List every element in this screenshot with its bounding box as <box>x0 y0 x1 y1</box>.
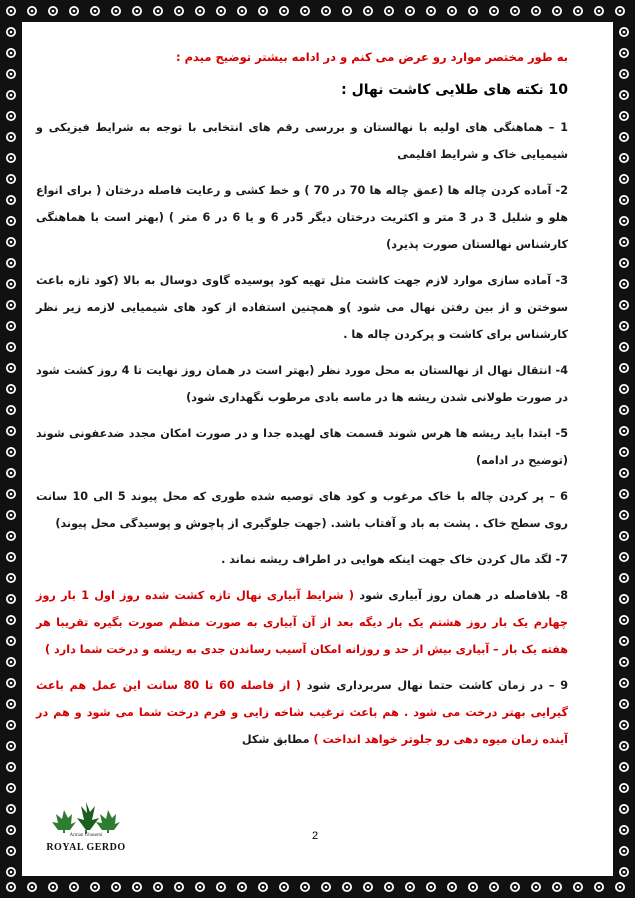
document-body <box>36 48 568 762</box>
list-item: 8- بلافاصله در همان روز آبیاری شود ( شرایط آبیاری نهال تازه کشت شده روز اول 1 بار روز چهارم یک بار روز هشتم یک بار دیگه بعد از آن آبیاری به صورت منظم صورت بگیره تقریبا هر هفته یک بار – آبیاری بیش از حد و روزانه امکان آسیب رساندن جدی به ریشه و درخت شما دارد ) <box>36 589 569 656</box>
list-item: 2- آماده کردن چاله ها (عمق چاله ها 70 در 70 ) و خط کشی و رعایت فاصله درختان ( برای انواع هلو و شلیل 3 در 3 متر و اکثریت درختان دیگر 5در 6 و یا 6 در 6 متر ) (بهتر است با هماهنگی کارشناس نهالستان صورت پذیرد) <box>36 184 569 251</box>
list-item: 5- ابتدا باید ریشه ها هرس شوند قسمت های لهیده جدا و در صورت امکان مجدد ضدعفونی شوند (توضیح در ادامه) <box>36 427 568 467</box>
list-item: 4- انتقال نهال از نهالستان به محل مورد نظر (بهتر است در همان روز نهایت تا 4 روز کشت شود در صورت طولانی شدن ریشه ها در ماسه بادی مرطوب نگهداری شود) <box>36 364 568 404</box>
list-item: 9 – در زمان کاشت حتما نهال سربرداری شود ( از فاصله 60 تا 80 سانت این عمل هم باعث گیرایی بهتر درخت می شود . هم باعث ترغیب شاخه زایی و فرم درخت شما می شود و هم در آینده زمان میوه دهی رو جلوتر خواهد انداخت ) مطابق شکل <box>36 679 568 746</box>
highlight-text: ( شرایط آبیاری نهال تازه کشت شده روز اول 1 بار روز چهارم یک بار روز هشتم یک بار دیگه بعد از آن آبیاری به صورت منظم صورت بگیره تقریبا هر هفته یک بار – آبیاری بیش از حد و روزانه امکان آسیب رساندن جدی به ریشه و درخت شما دارد ) <box>36 589 568 656</box>
intro-text: به طور مختصر موارد رو عرض می کنم و در ادامه بیشتر توضیح میدم : <box>175 50 568 64</box>
list-item: 3- آماده سازی موارد لازم جهت کاشت مثل تهیه کود پوسیده گاوی دوسال به بالا (کود تازه باعث سوختن و از بین رفتن نهال می شود )و همچنین استفاده از کود های شیمیایی لازمه زیر نظر کارشناس برای کاشت و پرکردن چاله ها . <box>36 274 568 341</box>
section-heading: 10 نکته های طلایی کاشت نهال : <box>341 82 568 98</box>
list-item: 1 – هماهنگی های اولیه با نهالستان و بررسی رقم های انتخابی با توجه به شرایط فیزیکی و شیمیایی خاک و شرایط اقلیمی <box>36 121 568 161</box>
list-item: 7- لگد مال کردن خاک جهت اینکه هوایی در اطراف ریشه نماند . <box>221 553 568 566</box>
highlight-text: ( از فاصله 60 تا 80 سانت این عمل هم باعث گیرایی بهتر درخت می شود . هم باعث ترغیب شاخه زایی و فرم درخت شما می شود و هم در آینده زمان میوه دهی رو جلوتر خواهد انداخت ) <box>36 679 568 746</box>
logo-text: ROYAL GERDO <box>46 842 126 853</box>
list-item: 6 – پر کردن چاله با خاک مرغوب و کود های توصیه شده طوری که محل پیوند 5 الی 10 سانت روی سطح خاک . پشت به باد و آفتاب باشد. (جهت جلوگیری از پاچوش و پوسیدگی محل پیوند) <box>36 490 568 530</box>
logo-subtext: Arman Ghasemi <box>69 833 103 838</box>
page-number: 2 <box>312 830 319 842</box>
